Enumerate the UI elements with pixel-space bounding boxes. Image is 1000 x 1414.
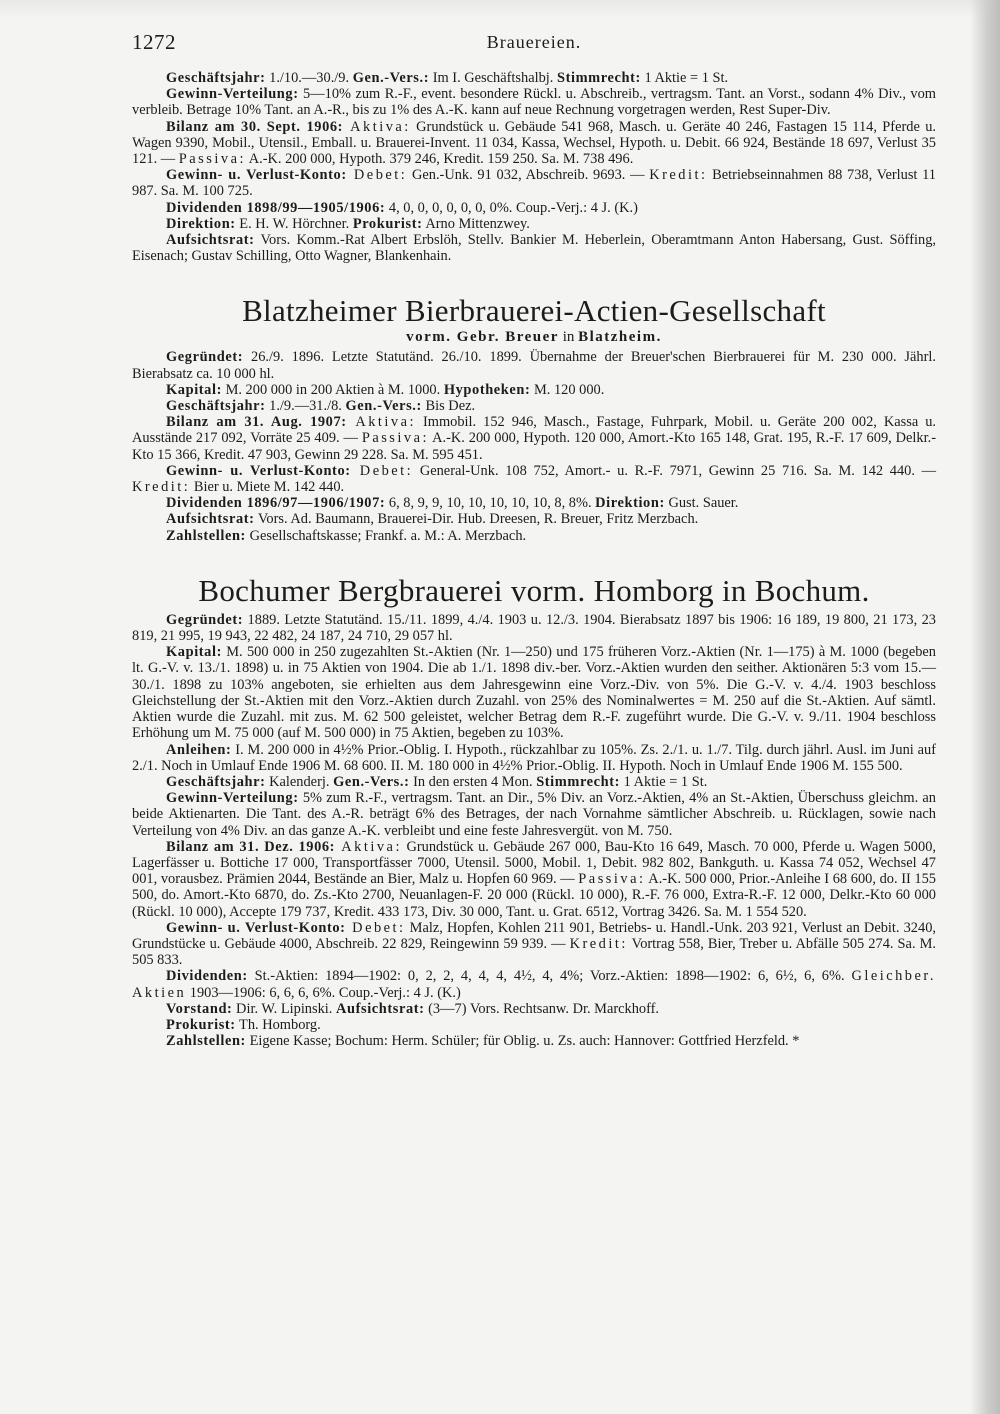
entry3-profit-loss: Gewinn- u. Verlust-Konto: Debet: Malz, Hopfen, Kohlen 211 901, Betriebs- u. Handl.-Unk. 203 921, Verlust an Debit. 3240, Grundstücke u. Gebäude 4000, Abschreib. 22 829, Reingewinn 59 939. — Kredit: Vortrag 558, Bier, Treber u. Abfälle 505 274. Sa. M. 505 833. [132, 919, 936, 969]
entry1-balance-sheet: Bilanz am 30. Sept. 1906: Aktiva: Grundstück u. Gebäude 541 968, Masch. u. Geräte 40 246, Fastagen 15 114, Pferde u. Wagen 9390, Mobil., Utensil., Emball. u. Brauerei-Invent. 11 034, Kassa, Wechsel, Hypoth. u. Debit. 66 924, Bestände 18 697, Verlust 35 121. — Passiva: A.-K. 200 000, Hypoth. 379 246, Kredit. 159 250. Sa. M. 738 496. [132, 118, 936, 168]
entry-bochumer [132, 612, 936, 1049]
entry3-bonds: Anleihen: I. M. 200 000 in 4½% Prior.-Oblig. I. Hypoth., rückzahlbar zu 105%. Zs. 2./1. u. 1./7. Tilg. durch jährl. Ausl. im Juni auf 2./1. Noch in Umlauf Ende 1906 M. 68 600. II. M. 180 000 in 4½% Prior.-Oblig. II. Hypoth. Noch in Umlauf Ende 1906 M. 155 500. [132, 741, 936, 774]
entry3-paying-agents: Zahlstellen: Eigene Kasse; Bochum: Herm. Schüler; für Oblig. u. Zs. auch: Hannover: Gottfried Herzfeld. * [166, 1033, 800, 1050]
entry1-profit-distribution: Gewinn-Verteilung: 5—10% zum R.-F., event. besondere Rückl. u. Abschreib., vertragsm. Tant. an Vorst., sodann 4% Div., vom verbleib. Betrage 10% Tant. an A.-R., bis zu 1% des A.-K. kann auf neue Rechnung vorgetragen werden, Rest Super-Div. [132, 86, 936, 119]
page-header [132, 30, 936, 60]
page-number: 1272 [132, 30, 176, 54]
entry3-dividends: Dividenden: St.-Aktien: 1894—1902: 0, 2, 2, 4, 4, 4, 4½, 4, 4%; Vorz.-Aktien: 1898—1902: 6, 6½, 6, 6%. Gleichber. Aktien 1903—1906: 6, 6, 6, 6%. Coup.-Verj.: 4 J. (K.) [132, 968, 936, 1001]
entry1-supervisory-board: Aufsichtsrat: Vors. Komm.-Rat Albert Erbslöh, Stellv. Bankier M. Heberlein, Oberamtmann Anton Habersang, Gust. Söffing, Eisenach; Gustav Schilling, Otto Wagner, Blankenhain. [132, 232, 936, 265]
entry2-capital: Kapital: M. 200 000 in 200 Aktien à M. 1000. Hypotheken: M. 120 000. [166, 381, 605, 398]
entry2-balance-sheet: Bilanz am 31. Aug. 1907: Aktiva: Immobil. 152 946, Masch., Fastage, Fuhrpark, Mobil. u. Geräte 200 002, Kassa u. Ausstände 217 092, Vorräte 25 409. — Passiva: A.-K. 200 000, Hypoth. 120 000, Amort.-Kto 165 148, Grat. 195, R.-F. 17 609, Delkr.-Kto 15 366, Kredit. 47 903, Gewinn 29 228. Sa. M. 595 451. [132, 414, 936, 463]
entry3-capital: Kapital: M. 500 000 in 250 zugezahlten St.-Aktien (Nr. 1—250) und 175 früheren Vorz.-Aktien (Nr. 1—175) à M. 1000 (begeben lt. G.-V. v. 13./1. 1898) u. in 75 Aktien von 1904. Die ab 1./1. 1898 div.-ber. Vorz.-Aktien wurden den seither. Aktionären 5:3 vom 15.—30./1. 1898 zu 103% angeboten, sie erhielten aus dem Jahresgewinn eine Vorz.-Div. von 5%. Die G.-V. v. 4./4. 1903 beschloss Gleichstellung der St.-Aktien mit den Vorz.-Aktien durch Zuzahl. von 25% des Nominalwertes = M. 250 auf die St.-Aktien. Auf sämtl. Aktien wurde die Zuzahl. mit zus. M. 62 500 geleistet, welcher Betrag dem R.-F. zugeführt wurde. Die G.-V. v. 9./11. 1904 beschloss Erhöhung um M. 75 000 (auf M. 500 000) in 75 Aktien, begeben zu 103%. [132, 644, 936, 742]
entry3-balance-sheet: Bilanz am 31. Dez. 1906: Aktiva: Grundstück u. Gebäude 267 000, Bau-Kto 16 649, Masch. 70 000, Pferde u. Wagen 5000, Lagerfässer u. Bottiche 17 000, Transportfässer 7000, Utensil. 5000, Mobil. 1, Debit. 982 802, Bankguth. u. Kassa 74 052, Wechsel 47 001, vorausbez. Prämien 2044, Bestände an Bier, Malz u. Hopfen 60 969. — Passiva: A.-K. 500 000, Prior.-Anleihe I 68 600, do. II 155 500, do. Amort.-Kto 6870, do. Zs.-Kto 2700, Neuanlagen-F. 20 000 (Rückl. 10 000), R.-F. 76 000, Extra-R.-F. 12 000, Delkr.-Kto 60 000 (Rückl. 10 000), Accepte 179 737, Kredit. 433 173, Div. 30 000, Tant. u. Grat. 6512, Vortrag 3426. Sa. M. 1 554 520. [132, 838, 936, 920]
entry2-business-year: Geschäftsjahr: 1./9.—31./8. Gen.-Vers.: Bis Dez. [166, 398, 476, 415]
entry-blatzheimer [132, 349, 936, 543]
entry3-founded: Gegründet: 1889. Letzte Statutänd. 15./11. 1899, 4./4. 1903 u. 12./3. 1904. Bierabsatz 1897 bis 1906: 16 189, 19 800, 21 173, 23 819, 21 995, 19 943, 22 482, 24 187, 24 710, 29 057 hl. [132, 611, 936, 645]
page-content [132, 70, 936, 1049]
company-title-bochumer: Bochumer Bergbrauerei vorm. Homborg in Bochum. [198, 572, 870, 608]
entry3-business-year: Geschäftsjahr: Kalenderj. Gen.-Vers.: In den ersten 4 Mon. Stimmrecht: 1 Aktie = 1 St. [166, 773, 708, 790]
entry3-board: Vorstand: Dir. W. Lipinski. Aufsichtsrat: (3—7) Vors. Rechtsanw. Dr. Marckhoff. [166, 1000, 660, 1017]
running-title: Brauereien. [486, 32, 582, 52]
company-subtitle-blatzheimer: vorm. Gebr. Breuer in Blatzheim. [406, 329, 662, 346]
entry2-founded: Gegründet: 26./9. 1896. Letzte Statutänd. 26./10. 1899. Übernahme der Breuer'schen Bierbrauerei für M. 230 000. Jährl. Bierabsatz ca. 10 000 hl. [132, 349, 936, 382]
entry2-paying-agents: Zahlstellen: Gesellschaftskasse; Frankf. a. M.: A. Merzbach. [166, 527, 527, 544]
entry3-prokurist: Prokurist: Th. Homborg. [166, 1016, 321, 1033]
entry2-supervisory-board: Aufsichtsrat: Vors. Ad. Baumann, Brauerei-Dir. Hub. Dreesen, R. Breuer, Fritz Merzbach. [166, 511, 699, 528]
entry2-dividends: Dividenden 1896/97—1906/1907: 6, 8, 9, 9, 10, 10, 10, 10, 10, 8, 8%. Direktion: Gust. Sauer. [166, 495, 739, 512]
entry1-dividends: Dividenden 1898/99—1905/1906: 4, 0, 0, 0, 0, 0, 0, 0%. Coup.-Verj.: 4 J. (K.) [166, 199, 638, 216]
scan-shadow-right [970, 0, 1000, 1414]
company-title-blatzheimer: Blatzheimer Bierbrauerei-Actien-Gesellschaft [242, 293, 826, 329]
entry1-management: Direktion: E. H. W. Hörchner. Prokurist: Arno Mittenzwey. [166, 215, 530, 232]
entry3-profit-distribution: Gewinn-Verteilung: 5% zum R.-F., vertragsm. Tant. an Dir., 5% Div. an Vorz.-Aktien, 4% an St.-Aktien, Überschuss gleichm. an beide Aktienarten. Die Tant. des A.-R. beträgt 6% des Betrages, der nach Vornahme sämtlicher Abschreib. u. Rücklagen, sowie nach Verteilung von 4% Div. an das ganze A.-K. verbleibt und eine feste Jahresvergüt. von M. 750. [132, 790, 936, 839]
entry2-profit-loss: Gewinn- u. Verlust-Konto: Debet: General-Unk. 108 752, Amort.- u. R.-F. 7971, Gewinn 25 716. Sa. M. 142 440. — Kredit: Bier u. Miete M. 142 440. [132, 462, 936, 496]
scan-shadow-top [0, 0, 1000, 18]
entry1-business-year: Geschäftsjahr: 1./10.—30./9. Gen.-Vers.: Im I. Geschäftshalbj. Stimmrecht: 1 Aktie = 1 St. [166, 70, 729, 86]
entry1-profit-loss: Gewinn- u. Verlust-Konto: Debet: Gen.-Unk. 91 032, Abschreib. 9693. — Kredit: Betriebseinnahmen 88 738, Verlust 11 987. Sa. M. 100 725. [132, 167, 936, 200]
entry-continuation [132, 70, 936, 264]
